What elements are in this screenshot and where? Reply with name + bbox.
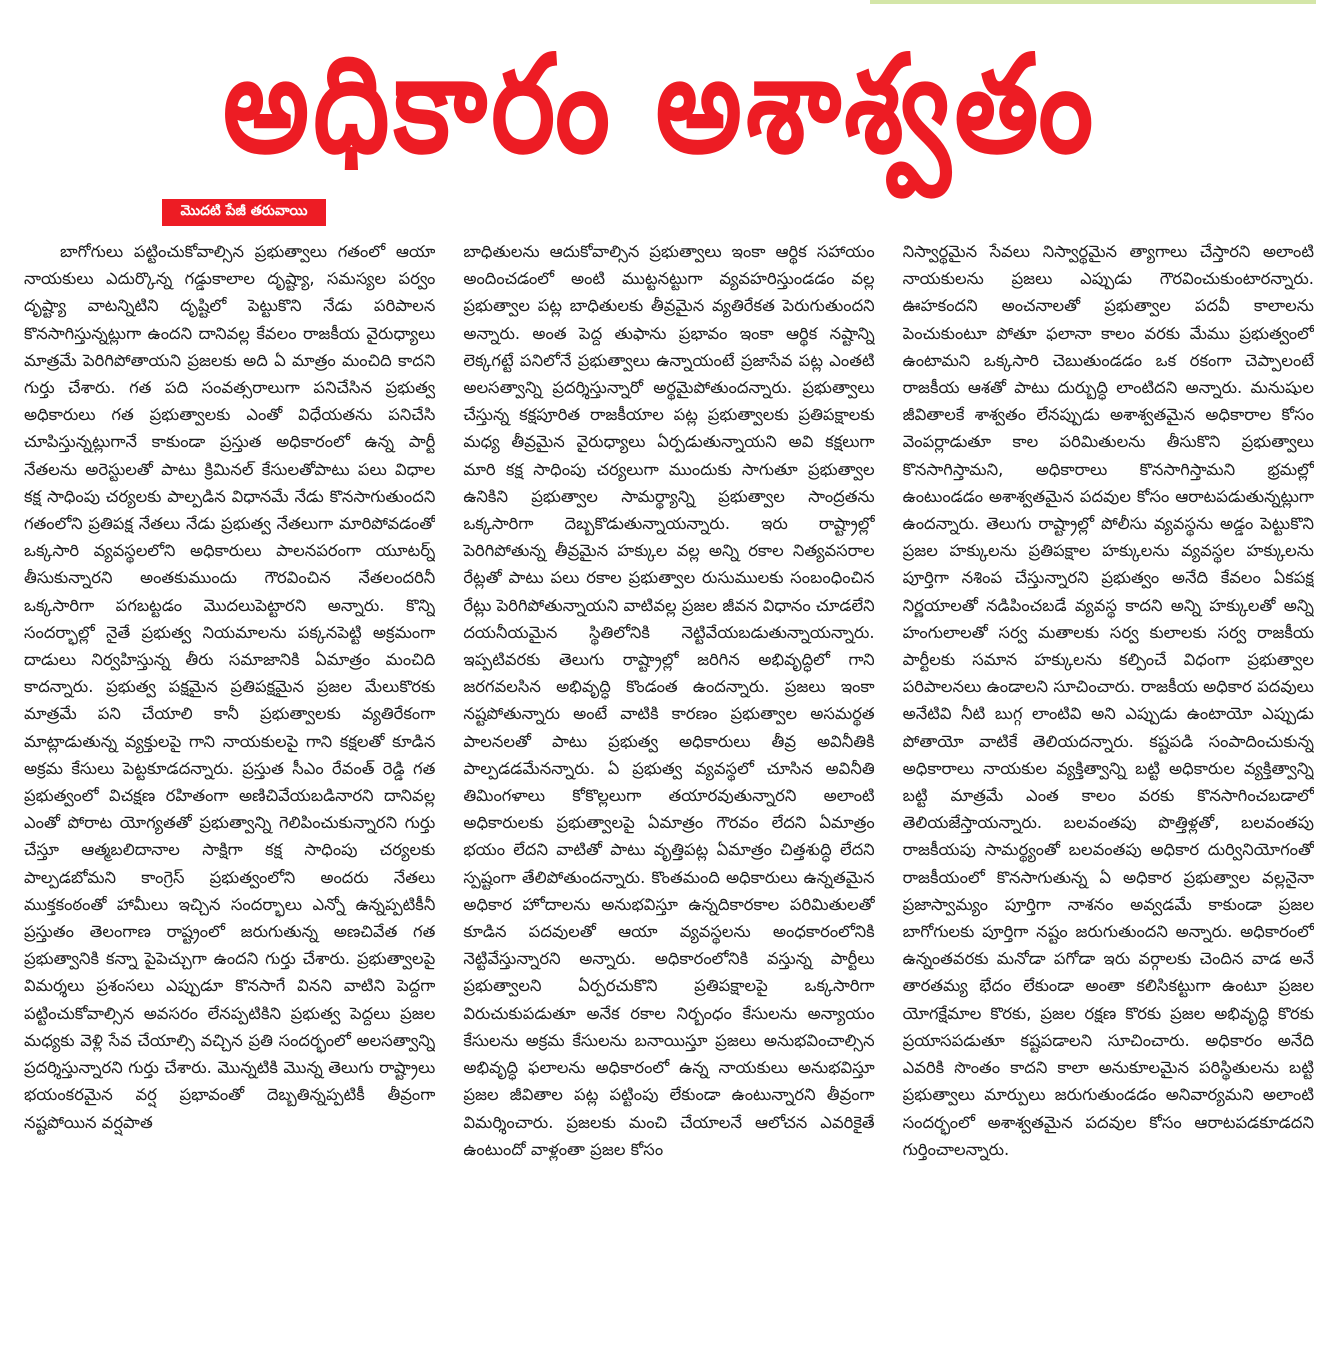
column-2 xyxy=(463,238,874,1354)
column-1-text: బాగోగులు పట్టించుకోవాల్సిన ప్రభుత్వాలు గతంలో ఆయా నాయకులు ఎదుర్కొన్న గడ్డుకాలాల దృష్ట్యా, సమస్యల పర్వం దృష్ట్యా వాటన్నిటిని దృష్టిలో పెట్టుకొని నేడు పరిపాలన కొనసాగిస్తున్నట్లుగా ఉందని దానివల్ల కేవలం రాజకీయ వైరుధ్యాలు మాత్రమే పెరిగిపోతాయని ప్రజలకు అది ఏ మాత్రం మంచిది కాదని గుర్తు చేశారు. గత పది సంవత్సరాలుగా పనిచేసిన ప్రభుత్వ అధికారులు గత ప్రభుత్వాలకు ఎంతో విధేయతను పనిచేసి చూపిస్తున్నట్లుగానే కాకుండా ప్రస్తుత అధికారంలో ఉన్న పార్టీ నేతలను అరెస్టులతో పాటు క్రిమినల్ కేసులతోపాటు పలు విధాల కక్ష సాధింపు చర్యలకు పాల్పడిన విధానమే నేడు కొనసాగుతుందని గతంలోని ప్రతిపక్ష నేతలు నేడు ప్రభుత్వ నేతలుగా మారిపోవడంతో ఒక్కసారి వ్యవస్థలలోని అధికారులు పాలనపరంగా యూటర్న్ తీసుకున్నారని అంతకుముందు గౌరవించిన నేతలందరినీ ఒక్కసారిగా పగబట్టడం మొదలుపెట్టారని అన్నారు. కొన్ని సందర్భాల్లో నైతే ప్రభుత్వ నియమాలను పక్కనపెట్టి అక్రమంగా దాడులు నిర్వహిస్తున్న తీరు సమాజానికి ఏమాత్రం మంచిది కాదన్నారు. ప్రభుత్వ పక్షమైన ప్రతిపక్షమైన ప్రజల మేలుకొరకు మాత్రమే పని చేయాలి కానీ ప్రభుత్వాలకు వ్యతిరేకంగా మాట్లాడుతున్న వ్యక్తులపై గాని నాయకులపై గాని కక్షలతో కూడిన అక్రమ కేసులు పెట్టకూడదన్నారు. ప్రస్తుత సీఎం రేవంత్ రెడ్డి గత ప్రభుత్వంలో విచక్షణ రహితంగా అణిచివేయబడినారని దానివల్ల ఎంతో పోరాట యోగ్యతతో ప్రభుత్వాన్ని గెలిపించుకున్నారని గుర్తు చేస్తూ ఆత్మబలిదానాల సాక్షిగా కక్ష సాధింపు చర్యలకు పాల్పడబోమని కాంగ్రెస్ ప్రభుత్వంలోని అందరు నేతలు ముక్తకంఠంతో హామీలు ఇచ్చిన సందర్భాలు ఎన్నో ఉన్నప్పటికీనీ ప్రస్తుతం తెలంగాణ రాష్ట్రంలో జరుగుతున్న అణచివేత గత ప్రభుత్వానికి కన్నా పైపెచ్చుగా ఉందని గుర్తు చేశారు. ప్రభుత్వాలపై విమర్శలు ప్రశంసలు ఎప్పుడూ కొనసాగే వినని వాటిని పెద్దగా పట్టించుకోవాల్సిన అవసరం లేనప్పటికిని ప్రభుత్వ పెద్దలు ప్రజల మధ్యకు వెళ్లి సేవ చేయాల్సి వచ్చిన ప్రతి సందర్భంలో అలసత్వాన్ని ప్రదర్శిస్తున్నారని గుర్తు చేశారు. మొన్నటికి మొన్న తెలుగు రాష్ట్రాలు భయంకరమైన వర్ష ప్రభావంతో దెబ్బతిన్నప్పటికీ తీవ్రంగా నష్టపోయిన వర్షపాత xyxy=(24,242,436,1132)
column-1 xyxy=(24,238,435,1354)
headline: అధికారం అశాశ్వతం xyxy=(222,27,1098,184)
top-rule xyxy=(870,0,1316,4)
article-body xyxy=(24,238,1314,1354)
continuation-label: మొదటి పేజీ తరువాయి xyxy=(162,199,326,226)
column-2-text: బాధితులను ఆదుకోవాల్సిన ప్రభుత్వాలు ఇంకా ఆర్థిక సహాయం అందించడంలో అంటి ముట్టనట్టుగా వ్యవహరిస్తుండడం వల్ల ప్రభుత్వాల పట్ల బాధితులకు తీవ్రమైన వ్యతిరేకత పెరుగుతుందని అన్నారు. అంత పెద్ద తుఫాను ప్రభావం ఇంకా ఆర్థిక నష్టాన్ని లెక్కగట్టే పనిలోనే ప్రభుత్వాలు ఉన్నాయంటే ప్రజాసేవ పట్ల ఎంతటి అలసత్వాన్ని ప్రదర్శిస్తున్నారో అర్థమైపోతుందన్నారు. ప్రభుత్వాలు చేస్తున్న కక్షపూరిత రాజకీయాల పట్ల ప్రభుత్వాలకు ప్రతిపక్షాలకు మధ్య తీవ్రమైన వైరుధ్యాలు ఏర్పడుతున్నాయని అవి కక్షలుగా మారి కక్ష సాధింపు చర్యలుగా ముందుకు సాగుతూ ప్రభుత్వాల ఉనికిని ప్రభుత్వాల సామర్థ్యాన్ని ప్రభుత్వాల సాంద్రతను ఒక్కసారిగా దెబ్బకొడుతున్నాయన్నారు. ఇరు రాష్ట్రాల్లో పెరిగిపోతున్న తీవ్రమైన హక్కుల వల్ల అన్ని రకాల నిత్యవసరాల రేట్లతో పాటు పలు రకాల ప్రభుత్వాల రుసుములకు సంబంధించిన రేట్లు పెరిగిపోతున్నాయని వాటివల్ల ప్రజల జీవన విధానం చూడలేని దయనీయమైన స్థితిలోనికి నెట్టివేయబడుతున్నాయన్నారు. ఇప్పటివరకు తెలుగు రాష్ట్రాల్లో జరిగిన అభివృద్ధిలో గాని జరగవలసిన అభివృద్ధి కొండంత ఉందన్నారు. ప్రజలు ఇంకా నష్టపోతున్నారు అంటే వాటికి కారణం ప్రభుత్వాల అసమర్థత పాలనలతో పాటు ప్రభుత్వ అధికారులు తీవ్ర అవినీతికి పాల్పడడమేనన్నారు. ఏ ప్రభుత్వ వ్యవస్థలో చూసిన అవినీతి తిమింగళాలు కోకొల్లలుగా తయారవుతున్నారని అలాంటి అధికారులకు ప్రభుత్వాలపై ఏమాత్రం గౌరవం లేదని ఏమాత్రం భయం లేదని వాటితో పాటు వృత్తిపట్ల ఏమాత్రం చిత్తశుద్ధి లేదని స్పష్టంగా తేలిపోతుందన్నారు. కొంతమంది అధికారులు ఉన్నతమైన అధికార హోదాలను అనుభవిస్తూ ఉన్నదికారకాల పరిమితులతో కూడిన పదవులతో ఆయా వ్యవస్థలను అంధకారంలోనికి నెట్టివేస్తున్నారని అన్నారు. అధికారంలోనికి వస్తున్న పార్టీలు ప్రభుత్వాలని ఏర్పరచుకొని ప్రతిపక్షాలపై ఒక్కసారిగా విరుచుకుపడుతూ అనేక రకాల నిర్బంధం కేసులను అన్యాయం కేసులను అక్రమ కేసులను బనాయిస్తూ ప్రజలు అనుభవించాల్సిన అభివృద్ధి ఫలాలను అధికారంలో ఉన్న నాయకులు అనుభవిస్తూ ప్రజల జీవితాల పట్ల పట్టింపు లేకుండా ఉంటున్నారని తీవ్రంగా విమర్శించారు. ప్రజలకు మంచి చేయాలనే ఆలోచన ఎవరికైతే ఉంటుందో వాళ్లంతా ప్రజల కోసం xyxy=(463,242,875,1159)
column-3-text: నిస్వార్థమైన సేవలు నిస్వార్థమైన త్యాగాలు చేస్తారని అలాంటి నాయకులను ప్రజలు ఎప్పుడు గౌరవించుకుంటారన్నారు. ఊహకందని అంచనాలతో ప్రభుత్వాల పదవీ కాలాలను పెంచుకుంటూ పోతూ ఫలానా కాలం వరకు మేము ప్రభుత్వంలో ఉంటామని ఒక్కసారి చెబుతుండడం ఒక రకంగా చెప్పాలంటే రాజకీయ ఆశతో పాటు దుర్బుద్ధి లాంటిదని అన్నారు. మనుషుల జీవితాలకే శాశ్వతం లేనప్పుడు అశాశ్వతమైన అధికారాల కోసం వెంపర్లాడుతూ కాల పరిమితులను తీసుకొని ప్రభుత్వాలు కొనసాగిస్తామని, అధికారాలు కొనసాగిస్తామని భ్రమల్లో ఉంటుండడం అశాశ్వతమైన పదవుల కోసం ఆరాటపడుతున్నట్లుగా ఉందన్నారు. తెలుగు రాష్ట్రాల్లో పోలీసు వ్యవస్థను అడ్డం పెట్టుకొని ప్రజల హక్కులను ప్రతిపక్షాల హక్కులను వ్యవస్థల హక్కులను పూర్తిగా నశింప చేస్తున్నారని ప్రభుత్వం అనేది కేవలం ఏకపక్ష నిర్ణయాలతో నడిపించబడే వ్యవస్థ కాదని అన్ని హక్కులతో అన్ని హంగులాలతో సర్వ మతాలకు సర్వ కులాలకు సర్వ రాజకీయ పార్టీలకు సమాన హక్కులను కల్పించే విధంగా ప్రభుత్వాల పరిపాలనలు ఉండాలని సూచించారు. రాజకీయ అధికార పదవులు అనేటివి నీటి బుగ్గ లాంటివి అని ఎప్పుడు ఉంటాయో ఎప్పుడు పోతాయో వాటికే తెలియదన్నారు. కష్టపడి సంపాదించుకున్న అధికారాలు నాయకుల వ్యక్తిత్వాన్ని బట్టి అధికారుల వ్యక్తిత్వాన్ని బట్టి మాత్రమే ఎంత కాలం వరకు కొనసాగించబడాలో తెలియజేస్తాయన్నారు. బలవంతపు పొత్తిళ్లతో, బలవంతపు రాజకీయపు సామర్థ్యంతో బలవంతపు అధికార దుర్వినియోగంతో రాజకీయంలో కొనసాగుతున్న ఏ అధికార ప్రభుత్వాల వల్లనైనా ప్రజాస్వామ్యం పూర్తిగా నాశనం అవ్వడమే కాకుండా ప్రజల బాగోగులకు పూర్తిగా నష్టం జరుగుతుందని అన్నారు. అధికారంలో ఉన్నంతవరకు మనోడా పగోడా ఇరు వర్గాలకు చెందిన వాడ అనే తారతమ్య భేదం లేకుండా అంతా కలిసికట్టుగా ఉంటూ ప్రజల యోగక్షేమాల కొరకు, ప్రజల రక్షణ కొరకు ప్రజల అభివృద్ధి కొరకు ప్రయాసపడుతూ కష్టపడాలని సూచించారు. అధికారం అనేది ఎవరికి సొంతం కాదని కాలా అనుకూలమైన పరిస్థితులను బట్టి ప్రభుత్వాలు మార్పులు జరుగుతుండడం అనివార్యమని అలాంటి సందర్భంలో అశాశ్వతమైన పదవుల కోసం ఆరాటపడకూడదని గుర్తించాలన్నారు. xyxy=(902,242,1314,1159)
column-3 xyxy=(903,238,1314,1354)
